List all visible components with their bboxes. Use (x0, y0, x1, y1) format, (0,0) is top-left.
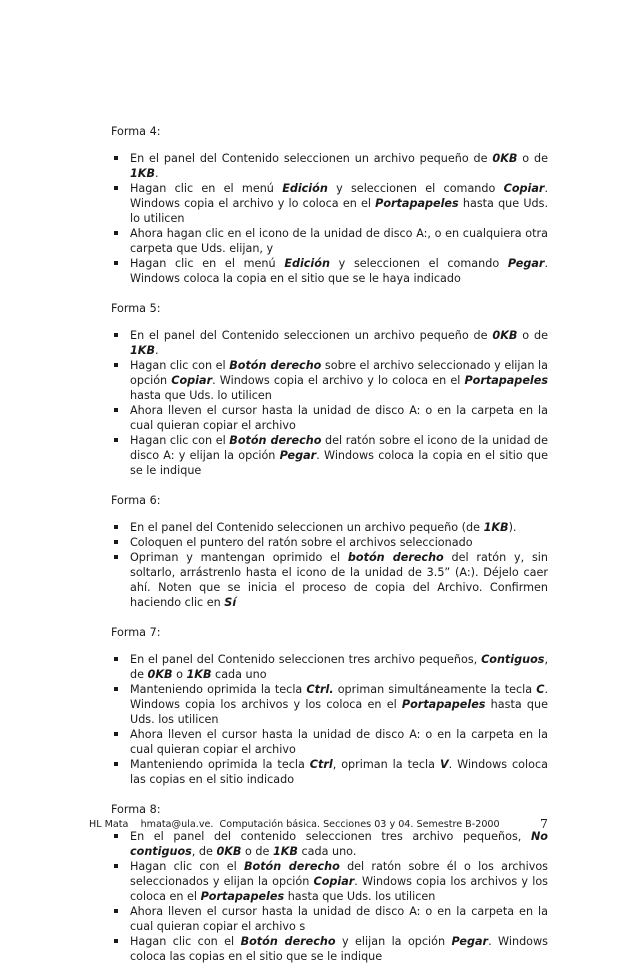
emphasis-text: Copiar (313, 875, 355, 888)
emphasis-text: Ctrl. (306, 683, 334, 696)
item-text: o de (241, 845, 273, 858)
item-text: Hagan clic con el (130, 434, 230, 447)
list-item (111, 181, 548, 226)
list-item (111, 226, 548, 256)
bullet-list (111, 151, 548, 286)
emphasis-text: Copiar (503, 182, 545, 195)
item-text: Hagan clic con el (130, 860, 244, 873)
item-text: En el panel del Contenido seleccionen tres archivo pequeños, (130, 653, 482, 666)
item-text: , de (191, 845, 217, 858)
emphasis-text: V (439, 758, 449, 771)
list-item (111, 256, 548, 286)
item-text: Hagan clic en el menú (130, 257, 285, 270)
item-text: Ahora lleven el cursor hasta la unidad de disco A: o en la carpeta en la cual quieran copiar el archivo (130, 728, 548, 756)
list-item (111, 535, 548, 550)
item-text: . Windows copia el archivo y lo coloca en el (130, 182, 549, 210)
emphasis-text: 1KB (272, 845, 298, 858)
page-content (111, 124, 548, 979)
emphasis-text: Botón derecho (229, 359, 322, 372)
item-text: y elijan la opción (335, 935, 452, 948)
item-text: , opriman la tecla (332, 758, 440, 771)
emphasis-text: 1KB (186, 668, 212, 681)
emphasis-text: 0KB (492, 152, 518, 165)
item-text: Hagan clic con el (130, 935, 241, 948)
list-item (111, 904, 548, 934)
item-text: . Windows coloca la copia en el sitio que se le haya indicado (130, 257, 549, 285)
emphasis-text: 1KB (130, 344, 155, 357)
item-text: Hagan clic en el menú (130, 182, 283, 195)
item-text: . Windows coloca las copias en el sitio que se le indique (130, 935, 548, 963)
item-text: Coloquen el puntero del ratón sobre el archivos seleccionado (130, 536, 473, 549)
item-text: cada uno. (297, 845, 357, 858)
section-heading: Forma 6: (111, 494, 161, 507)
item-text: sobre el archivo seleccionado y elijan la opción (130, 359, 549, 387)
item-text: En el panel del contenido seleccionen tres archivo pequeños, (130, 830, 531, 843)
emphasis-text: Botón derecho (243, 860, 340, 873)
emphasis-text: Edición (282, 182, 328, 195)
list-item (111, 652, 548, 682)
emphasis-text: Portapapeles (401, 698, 486, 711)
item-text: del ratón sobre él o los archivos seleccionados y elijan la opción (130, 860, 549, 888)
bullet-list (111, 829, 548, 964)
emphasis-text: Sí (224, 596, 237, 609)
section-heading: Forma 4: (111, 125, 161, 138)
bullet-list (111, 652, 548, 787)
bullet-list (111, 328, 548, 478)
item-text: En el panel del Contenido seleccionen un archivo pequeño de (130, 329, 493, 342)
item-text: Hagan clic con el (130, 359, 230, 372)
item-text: hasta que Uds. los utilicen (284, 890, 436, 903)
emphasis-text: Portapapeles (464, 374, 548, 387)
item-text: . Windows copia los archivos y los coloca en el (130, 683, 549, 711)
item-text: del ratón sobre el icono de la unidad de disco A: y elijan la opción (130, 434, 548, 462)
item-text: o de (517, 329, 548, 342)
emphasis-text: 1KB (483, 521, 509, 534)
item-text: Manteniendo oprimida la tecla (130, 683, 307, 696)
emphasis-text: 0KB (492, 329, 518, 342)
section-heading: Forma 8: (111, 803, 161, 816)
footer-text: HL Mata hmata@ula.ve. Computación básica. Secciones 03 y 04. Semestre B-2000 (89, 819, 500, 830)
item-text: Ahora hagan clic en el icono de la unidad de disco A:, o en cualquiera otra carpeta que Uds. elijan, y (130, 227, 548, 255)
item-text: y seleccionen el comando (329, 257, 508, 270)
emphasis-text: 1KB (130, 167, 155, 180)
list-item (111, 682, 548, 727)
emphasis-text: Pegar (507, 257, 545, 270)
emphasis-text: Edición (284, 257, 330, 270)
list-item (111, 727, 548, 757)
emphasis-text: 0KB (216, 845, 242, 858)
section-forma (111, 493, 548, 610)
item-text: cada uno (211, 668, 267, 681)
item-text: . Windows coloca las copias en el sitio indicado (130, 758, 548, 786)
list-item (111, 859, 548, 904)
list-item (111, 358, 548, 403)
item-text: hasta que Uds. lo utilicen (130, 389, 272, 402)
list-item (111, 829, 548, 859)
emphasis-text: Portapapeles (375, 197, 459, 210)
list-item (111, 328, 548, 358)
section-forma (111, 301, 548, 478)
emphasis-text: Pegar (451, 935, 489, 948)
item-text: . Windows copia el archivo y lo coloca en el (212, 374, 465, 387)
item-text: . (154, 167, 159, 180)
page-number: 7 (540, 816, 548, 831)
item-text: . Windows coloca la copia en el sitio que se le indique (130, 449, 548, 477)
section-heading: Forma 5: (111, 302, 161, 315)
item-text: o de (517, 152, 548, 165)
list-item (111, 433, 548, 478)
item-text: . (154, 344, 159, 357)
item-text: Ahora lleven el cursor hasta la unidad de disco A: o en la carpeta en la cual quieran copiar el archivo (130, 404, 548, 432)
item-text: hasta que Uds. lo utilicen (130, 197, 548, 225)
emphasis-text: C (536, 683, 545, 696)
item-text: Opriman y mantengan oprimido el (130, 551, 348, 564)
item-text: del ratón y, sin soltarlo, arrástrenlo hasta el icono de la unidad de 3.5” (A:). Déjelo caer ahí. Noten que se inicia el proceso de copia del Archivo. Confirmen haciendo clic en (130, 551, 548, 609)
item-text: opriman simultáneamente la tecla (333, 683, 537, 696)
bullet-list (111, 520, 548, 610)
item-text: En el panel del Contenido seleccionen un archivo pequeño de (130, 152, 493, 165)
emphasis-text: botón derecho (347, 551, 444, 564)
item-text: y seleccionen el comando (327, 182, 504, 195)
emphasis-text: Portapapeles (200, 890, 285, 903)
section-heading: Forma 7: (111, 626, 161, 639)
list-item (111, 934, 548, 964)
item-text: . Windows copia los archivos y los coloca en el (130, 875, 548, 903)
item-text: ). (508, 521, 517, 534)
item-text: , de (130, 653, 548, 681)
item-text: Manteniendo oprimida la tecla (130, 758, 310, 771)
emphasis-text: Pegar (279, 449, 317, 462)
list-item (111, 520, 548, 535)
emphasis-text: No contiguos (130, 830, 548, 858)
section-forma (111, 625, 548, 787)
emphasis-text: 0KB (147, 668, 173, 681)
item-text: En el panel del Contenido seleccionen un archivo pequeño (de (130, 521, 484, 534)
emphasis-text: Copiar (171, 374, 213, 387)
item-text: o (172, 668, 187, 681)
emphasis-text: Botón derecho (229, 434, 322, 447)
emphasis-text: Ctrl (309, 758, 333, 771)
page-footer (89, 818, 548, 832)
emphasis-text: Contiguos (481, 653, 545, 666)
list-item (111, 550, 548, 610)
item-text: hasta que Uds. los utilicen (130, 698, 548, 726)
list-item (111, 151, 548, 181)
list-item (111, 403, 548, 433)
list-item (111, 757, 548, 787)
section-forma (111, 124, 548, 286)
item-text: Ahora lleven el cursor hasta la unidad de disco A: o en la carpeta en la cual quieran copiar el archivo s (130, 905, 548, 933)
emphasis-text: Botón derecho (240, 935, 336, 948)
